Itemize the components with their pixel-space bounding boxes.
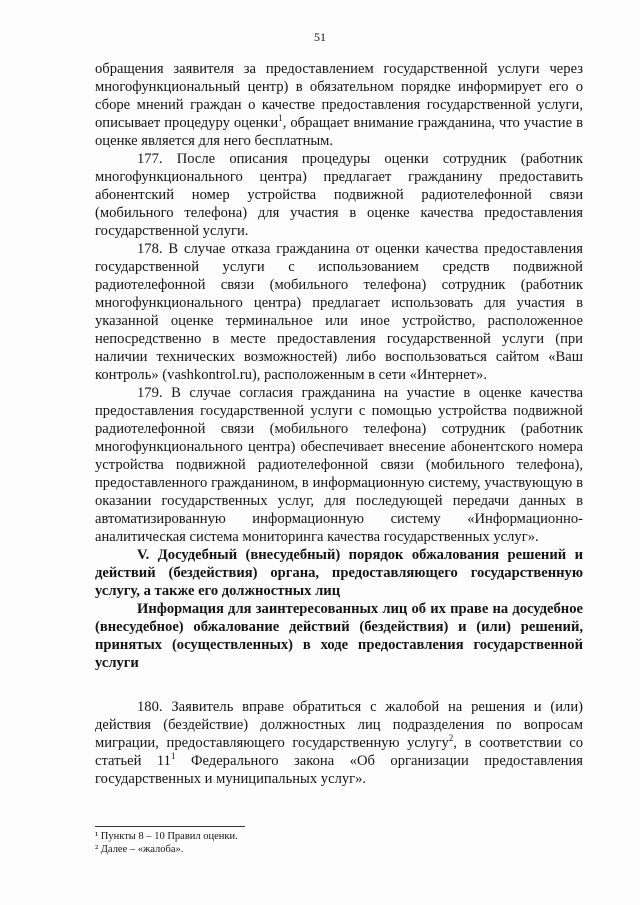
paragraph-178: 178. В случае отказа гражданина от оценки качества предоставления государственной услуги с использованием средств подвижной радиотелефонной связи (мобильного телефона) сотрудник (работник многофункционального центра) предлагает использовать для участия в указанной оценке терминальное или иное устройство, расположенное непосредственно в месте предоставления государственной услуги (при наличии технических возможностей) либо воспользоваться сайтом «Ваш контроль» (vashkontrol.ru), расположенным в сети «Интернет». [95,241,583,383]
footnote-1: ¹ Пункты 8 – 10 Правил оценки. [95,831,238,842]
subheading: Информация для заинтересованных лиц об их праве на досудебное (внесудебное) обжалование действий (бездействия) и (или) решений, принятых (осуществленных) в ходе предоставления государственной услуги [95,601,583,671]
footnote-mark: 2 [448,733,454,744]
footnote-divider [95,826,245,827]
footnote-mark: 1 [278,113,283,124]
paragraph-continuation [95,60,583,150]
paragraph-text: , в соответствии со статьей 11 [95,735,583,769]
paragraph-text: обращения заявителя за предоставлением государственной услуги через многофункциональный центр) в обязательном порядке информирует его о сборе мнений граждан о качестве предоставления государственной услуги, описывает процедуру оценки [95,61,583,131]
paragraph-179: 179. В случае согласия гражданина на участие в оценке качества предоставления государственной услуги с помощью устройства подвижной радиотелефонной связи (мобильного телефона) сотрудник (работник многофункционального центра) обеспечивает внесение абонентского номера устройства подвижной радиотелефонной связи (мобильного телефона), предоставленного гражданином, в информационную систему, участвующую в оказании государственных услуг, для последующей передачи данных в автоматизированную информационную систему «Информационно-аналитическая система мониторинга качества государственных услуг». [95,385,583,545]
section-heading: V. Досудебный (внесудебный) порядок обжалования решений и действий (бездействия) органа, предоставляющего государственную услугу, а также его должностных лиц [95,547,583,599]
footnotes [95,830,583,856]
superscript-mark: 1 [170,751,176,762]
paragraph-text: 180. Заявитель вправе обратиться с жалобой на решения и (или) действия (бездействие) должностных лиц подразделения по вопросам миграции, предоставляющего государственную услугу [95,699,583,751]
paragraph-text: , обращает внимание гражданина, что участие в оценке является для него бесплатным. [95,115,583,149]
document-body [95,60,583,788]
page-number: 51 [314,30,326,44]
footnote-2: ² Далее – «жалоба». [95,844,184,855]
paragraph-177: 177. После описания процедуры оценки сотрудник (работник многофункционального центра) предлагает гражданину предоставить абонентский номер устройства подвижной радиотелефонной связи (мобильного телефона) для участия в оценке качества предоставления государственной услуги. [95,151,583,239]
paragraph-180 [95,698,583,788]
paragraph-text: Федерального закона «Об организации предоставления государственных и муниципальных услуг». [95,753,584,787]
